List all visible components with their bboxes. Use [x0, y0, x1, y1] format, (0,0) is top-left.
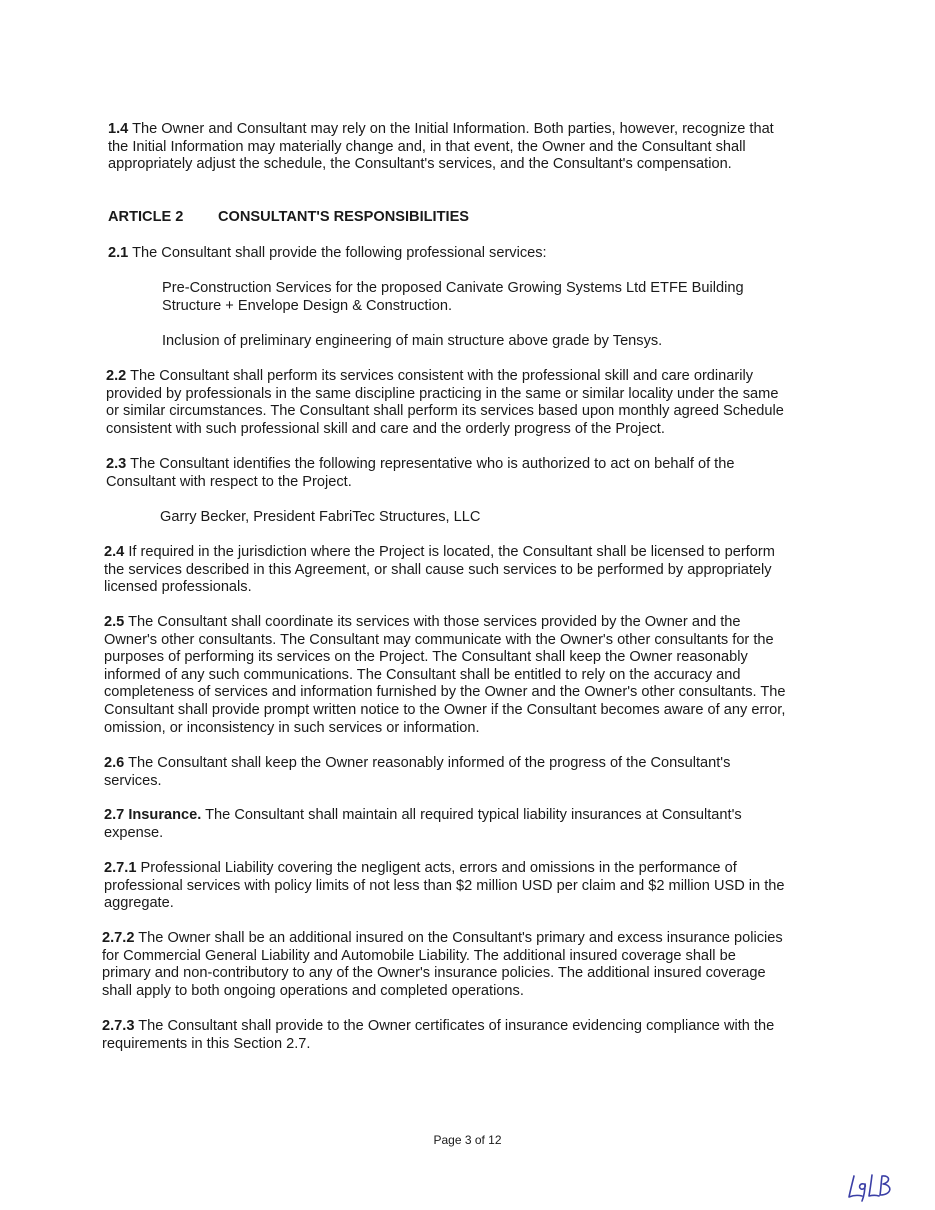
handwritten-initials: [846, 1170, 896, 1204]
page-number: Page 3 of 12: [433, 1133, 502, 1147]
section-text: If required in the jurisdiction where the Project is located, the Consultant shall be licensed to perform the services described in this Agreement, or shall cause such services to be performed by appropriately licensed professionals.: [104, 544, 775, 596]
section-2-1: [108, 245, 828, 263]
section-number: 2.6: [104, 755, 125, 771]
section-number: 2.2: [106, 368, 127, 384]
section-2-7-3: [102, 1018, 828, 1053]
section-2-7-1: [104, 860, 828, 913]
section-2-5: [104, 614, 828, 737]
section-number: 2.4: [104, 544, 125, 560]
section-number: 2.7.3: [102, 1018, 135, 1034]
section-2-7-2: [102, 930, 828, 1000]
section-text: The Consultant identifies the following representative who is authorized to act on behalf of the Consultant with respect to the Project.: [106, 456, 735, 490]
section-2-2: [106, 368, 826, 438]
section-text: The Consultant shall coordinate its services with those services provided by the Owner and the Owner's other consultants. The Consultant may communicate with the Owner's other consultants for the purposes of performing its services on the Project. The Consultant shall keep the Owner reasonably informed of any such communications. The Consultant shall be entitled to rely on the accuracy and completeness of services and information furnished by the Owner and the Owner's other consultants. The Consultant shall provide prompt written notice to the Owner if the Consultant becomes aware of any error, omission, or inconsistency in such services or information.: [104, 614, 786, 736]
section-number: 1.4: [108, 121, 129, 137]
section-text: The Consultant shall perform its services consistent with the professional skill and care ordinarily provided by professionals in the same discipline practicing in the same or similar locality under the same or similar circumstances. The Consultant shall perform its services based upon monthly agreed Schedule consistent with such professional skill and care and the orderly progress of the Project.: [106, 368, 784, 437]
section-1-4: [108, 121, 828, 174]
article-title: CONSULTANT'S RESPONSIBILITIES: [218, 209, 470, 225]
section-number: 2.7.1: [104, 860, 137, 876]
section-text: Professional Liability covering the negligent acts, errors and omissions in the performance of professional services with policy limits of not less than $2 million USD per claim and $2 million USD in the aggregate.: [104, 860, 785, 912]
representative-name: Garry Becker, President FabriTec Structures, LLC: [160, 509, 481, 525]
section-2-3: [106, 456, 826, 491]
section-number: 2.7 Insurance.: [104, 807, 202, 823]
service-item: Pre-Construction Services for the proposed Canivate Growing Systems Ltd ETFE Building Structure + Envelope Design & Construction.: [162, 280, 744, 314]
section-2-7: [104, 807, 828, 842]
section-2-4: [104, 544, 828, 597]
section-2-6: [104, 755, 828, 790]
section-number: 2.3: [106, 456, 127, 472]
section-text: The Consultant shall keep the Owner reasonably informed of the progress of the Consultant's services.: [104, 755, 731, 789]
section-number: 2.7.2: [102, 930, 135, 946]
section-text: The Consultant shall maintain all required typical liability insurances at Consultant's expense.: [104, 807, 742, 841]
section-number: 2.5: [104, 614, 125, 630]
section-number: 2.1: [108, 245, 129, 261]
section-text: The Owner shall be an additional insured on the Consultant's primary and excess insurance policies for Commercial General Liability and Automobile Liability. The additional insured coverage shall be primary and non-contributory to any of the Owner's insurance policies. The additional insured coverage shall apply to both ongoing operations and completed operations.: [102, 930, 783, 999]
section-text: The Owner and Consultant may rely on the Initial Information. Both parties, however, recognize that the Initial Information may materially change and, in that event, the Owner and the Consultant shall appropriately adjust the schedule, the Consultant's services, and the Consultant's compensation.: [108, 121, 774, 173]
article-heading: [108, 209, 470, 227]
article-label: ARTICLE 2: [108, 209, 184, 225]
section-text: The Consultant shall provide the following professional services:: [128, 245, 547, 261]
section-text: The Consultant shall provide to the Owner certificates of insurance evidencing compliance with the requirements in this Section 2.7.: [102, 1018, 775, 1052]
service-item: Inclusion of preliminary engineering of main structure above grade by Tensys.: [162, 333, 663, 349]
